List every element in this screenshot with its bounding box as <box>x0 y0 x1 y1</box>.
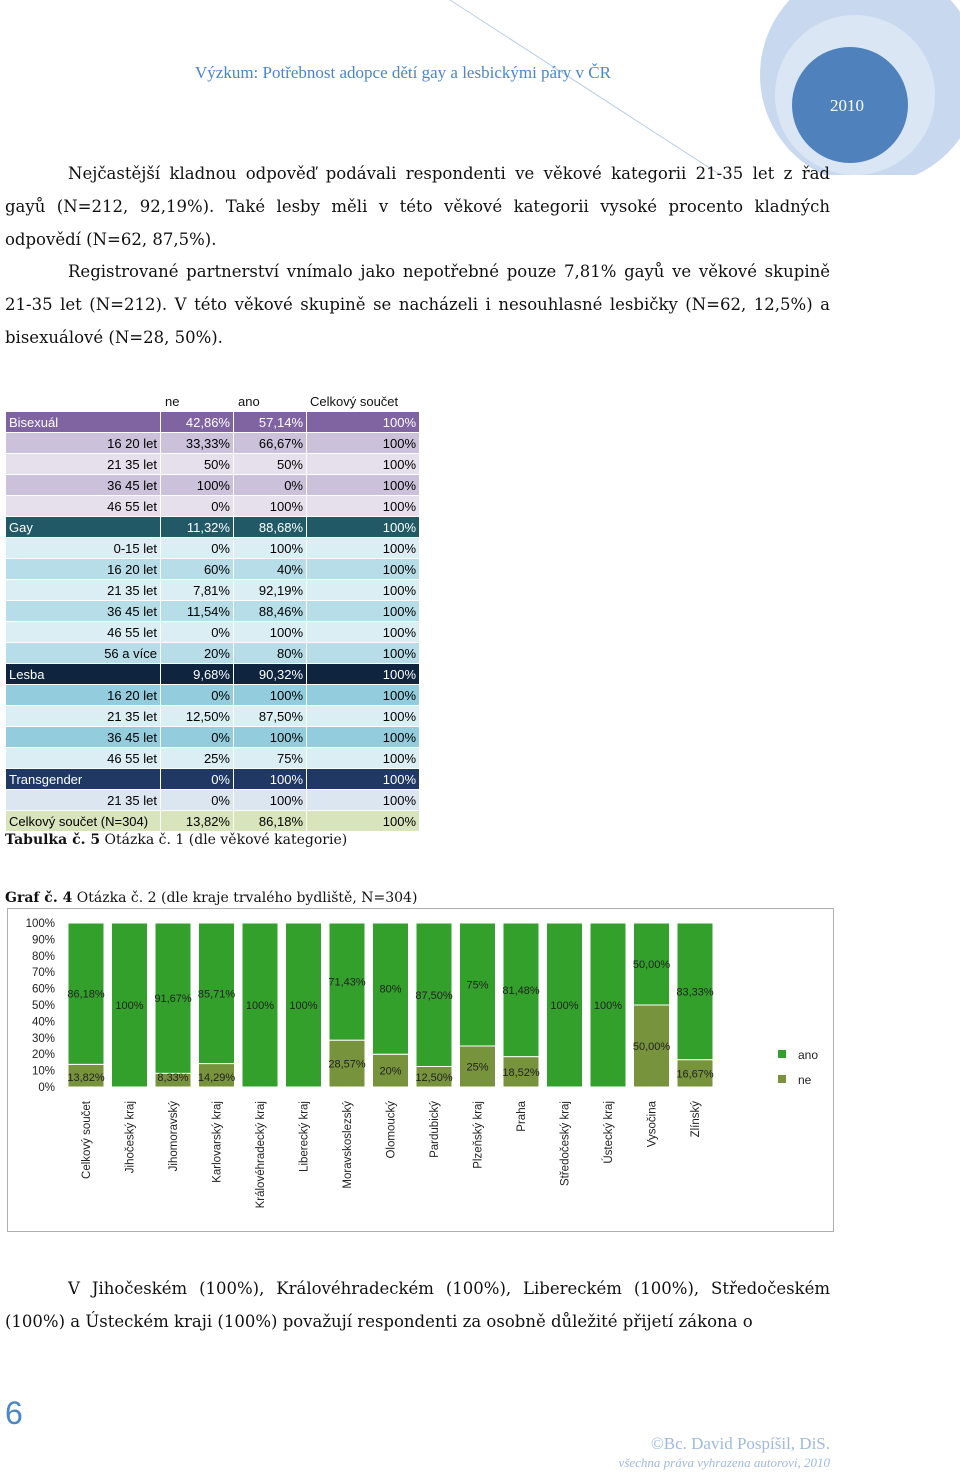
data-label-ne: 28,57% <box>328 1058 366 1071</box>
table-row <box>6 517 420 538</box>
table-cell-total: 100% <box>307 622 420 643</box>
table-cell-label: Gay <box>6 517 161 538</box>
table-cell-label: 36 45 let <box>6 727 161 748</box>
data-label-ano: 87,50% <box>415 989 453 1002</box>
page-number: 6 <box>5 1395 23 1431</box>
table-cell-ne: 11,54% <box>160 601 233 622</box>
x-category-label: Středočeský kraj <box>559 1101 572 1187</box>
table-row <box>6 685 420 706</box>
table-cell-ne: 25% <box>160 748 233 769</box>
footer-author: ©Bc. David Pospíšil, DiS. <box>650 1434 830 1453</box>
table-cell-total: 100% <box>307 454 420 475</box>
header-decoration <box>0 0 960 175</box>
table-row <box>6 622 420 643</box>
table-cell-total: 100% <box>307 790 420 811</box>
table-cell-ano: 100% <box>233 790 306 811</box>
results-table <box>5 390 420 832</box>
x-category-label: Plzeňský kraj <box>472 1101 485 1169</box>
x-category-label: Zlínský <box>690 1101 702 1138</box>
table-cell-ne: 0% <box>160 790 233 811</box>
data-label-ano: 100% <box>289 1000 318 1012</box>
table-cell-ne: 42,86% <box>160 412 233 433</box>
table-cell-ne: 9,68% <box>160 664 233 685</box>
table-caption-text: Otázka č. 1 (dle věkové kategorie) <box>100 832 348 848</box>
table-cell-ano: 57,14% <box>233 412 306 433</box>
table-cell-total: 100% <box>307 643 420 664</box>
data-label-ne: 8,33% <box>157 1072 189 1084</box>
table-row <box>6 475 420 496</box>
table-cell-ano: 66,67% <box>233 433 306 454</box>
paragraph-3-text: V Jihočeském (100%), Královéhradeckém (100%), Libereckém (100%), Středočeském (100%) a Ústeckém kraji (100%) považují respondenti za osobně důležité přijetí zákona o <box>5 1279 830 1331</box>
table-cell-ne: 100% <box>160 475 233 496</box>
y-tick-label: 0% <box>38 1082 55 1094</box>
table-cell-label: 46 55 let <box>6 622 161 643</box>
table-cell-total: 100% <box>307 727 420 748</box>
table-cell-ano: 92,19% <box>233 580 306 601</box>
data-label-ano: 86,18% <box>67 988 105 1001</box>
y-tick-label: 20% <box>31 1049 55 1062</box>
table-row <box>6 769 420 790</box>
x-category-label: Královéhradecký kraj <box>255 1101 267 1209</box>
y-tick-label: 70% <box>31 967 55 980</box>
table-cell-ano: 50% <box>233 454 306 475</box>
table-cell-ne: 0% <box>160 685 233 706</box>
graph-caption-text: Otázka č. 2 (dle kraje trvalého bydliště, N=304) <box>72 890 418 906</box>
table-row <box>6 412 420 433</box>
data-label-ano: 100% <box>550 1000 579 1012</box>
x-category-label: Celkový součet <box>81 1101 93 1179</box>
table-cell-label: 0-15 let <box>6 538 161 559</box>
table-cell-total: 100% <box>307 517 420 538</box>
x-category-label: Moravskoslezský <box>342 1101 354 1189</box>
paragraph-1 <box>5 157 830 256</box>
table-cell-ne: 11,32% <box>160 517 233 538</box>
table-cell-label: 36 45 let <box>6 475 161 496</box>
table-row <box>6 664 420 685</box>
table-row <box>6 643 420 664</box>
table-header-cell: ne <box>160 391 233 412</box>
table-row <box>6 433 420 454</box>
table-cell-ano: 100% <box>233 622 306 643</box>
table-cell-ne: 13,82% <box>160 811 233 832</box>
data-label-ano: 80% <box>379 983 402 996</box>
table-cell-ano: 75% <box>233 748 306 769</box>
table-row <box>6 538 420 559</box>
table-cell-ano: 0% <box>233 475 306 496</box>
table-cell-ano: 40% <box>233 559 306 580</box>
table-cell-ne: 0% <box>160 769 233 790</box>
table-cell-ne: 0% <box>160 622 233 643</box>
table-row <box>6 790 420 811</box>
table-cell-ne: 33,33% <box>160 433 233 454</box>
table-cell-total: 100% <box>307 433 420 454</box>
table-cell-total: 100% <box>307 769 420 790</box>
table-cell-ano: 100% <box>233 538 306 559</box>
x-category-label: Jihomoravský <box>168 1101 180 1172</box>
table-cell-ne: 20% <box>160 643 233 664</box>
table-cell-label: Lesba <box>6 664 161 685</box>
table-cell-total: 100% <box>307 580 420 601</box>
table-row <box>6 559 420 580</box>
table-cell-ano: 100% <box>233 496 306 517</box>
table-row <box>6 811 420 832</box>
y-tick-label: 60% <box>31 983 55 996</box>
table-row <box>6 496 420 517</box>
x-category-label: Olomoucký <box>385 1101 398 1159</box>
data-label-ano: 100% <box>245 1000 275 1012</box>
data-label-ne: 50,00% <box>632 1041 671 1053</box>
table-row <box>6 706 420 727</box>
table-cell-ano: 80% <box>233 643 306 664</box>
legend-label: ano <box>798 1048 819 1062</box>
x-category-label: Vysočina <box>646 1101 659 1148</box>
table-row <box>6 748 420 769</box>
data-label-ano: 71,43% <box>328 976 366 989</box>
chart-frame <box>7 908 834 1232</box>
table-cell-label: Transgender <box>6 769 161 790</box>
table-cell-ne: 7,81% <box>160 580 233 601</box>
table-cell-label: 46 55 let <box>6 496 161 517</box>
paragraph-2-text: Registrované partnerství vnímalo jako nepotřebné pouze 7,81% gayů ve věkové skupině 21-35 let (N=212). V této věkové skupině se nacházeli i nesouhlasné lesbičky (N=62, 12,5%) a bisexuálové (N=28, 50%). <box>5 262 830 347</box>
table-caption-label: Tabulka č. 5 <box>5 832 101 848</box>
data-label-ne: 18,52% <box>502 1066 540 1079</box>
table-cell-label: 21 35 let <box>6 454 161 475</box>
table-cell-ne: 12,50% <box>160 706 233 727</box>
table-cell-total: 100% <box>307 475 420 496</box>
table-cell-label: Celkový součet (N=304) <box>6 811 161 832</box>
table-cell-ne: 0% <box>160 538 233 559</box>
table-cell-total: 100% <box>307 706 420 727</box>
graph-caption-label: Graf č. 4 <box>5 890 73 906</box>
table-cell-total: 100% <box>307 559 420 580</box>
footer-rights: všechna práva vyhrazena autorovi, 2010 <box>618 1455 830 1470</box>
table-cell-ano: 100% <box>233 727 306 748</box>
table-cell-ne: 0% <box>160 496 233 517</box>
legend-label: ne <box>798 1073 812 1087</box>
legend-swatch <box>778 1050 786 1058</box>
y-tick-label: 90% <box>31 934 55 947</box>
data-label-ne: 20% <box>379 1065 402 1078</box>
paragraph-2 <box>5 255 830 354</box>
data-label-ano: 75% <box>466 979 489 992</box>
table-cell-label: 16 20 let <box>6 559 161 580</box>
data-label-ano: 81,48% <box>502 984 540 997</box>
table-cell-total: 100% <box>307 538 420 559</box>
y-tick-label: 100% <box>25 918 55 930</box>
x-category-label: Jihočeský kraj <box>124 1101 137 1174</box>
table-caption <box>5 832 347 848</box>
y-tick-label: 50% <box>31 1000 55 1012</box>
table-cell-ano: 100% <box>233 685 306 706</box>
table-cell-ano: 88,46% <box>233 601 306 622</box>
table-cell-ano: 100% <box>233 769 306 790</box>
table-row <box>6 454 420 475</box>
table-cell-total: 100% <box>307 748 420 769</box>
table-cell-total: 100% <box>307 811 420 832</box>
data-label-ne: 16,67% <box>676 1068 714 1081</box>
table-header-cell: Celkový součet <box>307 391 420 412</box>
x-category-label: Karlovarský kraj <box>211 1101 224 1183</box>
data-label-ano: 100% <box>593 1000 623 1012</box>
table-row <box>6 727 420 748</box>
x-category-label: Ústecký kraj <box>603 1101 615 1164</box>
y-tick-label: 40% <box>31 1016 55 1029</box>
table-row <box>6 601 420 622</box>
paragraph-1-text: Nejčastější kladnou odpověď podávali respondenti ve věkové kategorii 21-35 let z řad gayů (N=212, 92,19%). Také lesby měli v této věkové kategorii vysoké procento kladných odpovědí (N=62, 87,5%). <box>5 164 830 249</box>
table-cell-ano: 88,68% <box>233 517 306 538</box>
table-cell-total: 100% <box>307 496 420 517</box>
table-cell-label: 21 35 let <box>6 790 161 811</box>
paragraph-3 <box>5 1272 830 1338</box>
table-cell-ano: 90,32% <box>233 664 306 685</box>
table-cell-ne: 0% <box>160 727 233 748</box>
table-cell-label: 16 20 let <box>6 685 161 706</box>
table-cell-label: 36 45 let <box>6 601 161 622</box>
table-cell-ano: 86,18% <box>233 811 306 832</box>
header-title: Výzkum: Potřebnost adopce dětí gay a lesbickými páry v ČR <box>195 63 611 82</box>
data-label-ano: 91,67% <box>154 993 192 1006</box>
table-cell-label: 21 35 let <box>6 706 161 727</box>
legend-swatch <box>778 1075 786 1083</box>
header-year: 2010 <box>830 96 864 115</box>
graph-caption <box>5 890 417 906</box>
data-label-ne: 14,29% <box>197 1072 236 1084</box>
table-cell-total: 100% <box>307 601 420 622</box>
x-category-label: Pardubický <box>429 1101 441 1158</box>
data-label-ano: 83,33% <box>676 986 714 999</box>
table-header-cell: ano <box>233 391 306 412</box>
data-label-ne: 12,50% <box>415 1072 453 1084</box>
data-label-ano: 50,00% <box>632 959 671 971</box>
data-label-ne: 25% <box>466 1061 489 1074</box>
data-label-ne: 13,82% <box>67 1072 105 1084</box>
table-cell-label: 16 20 let <box>6 433 161 454</box>
x-category-label: Liberecký kraj <box>298 1101 311 1172</box>
table-cell-total: 100% <box>307 685 420 706</box>
table-header-cell <box>6 391 161 412</box>
stacked-bar-chart <box>8 909 833 1231</box>
table-cell-label: 56 a více <box>6 643 161 664</box>
table-cell-total: 100% <box>307 664 420 685</box>
y-tick-label: 10% <box>31 1065 55 1078</box>
table-cell-ne: 50% <box>160 454 233 475</box>
table-header-row <box>6 391 420 412</box>
table-row <box>6 580 420 601</box>
y-tick-label: 30% <box>31 1032 55 1045</box>
y-tick-label: 80% <box>31 950 55 963</box>
table-cell-label: Bisexuál <box>6 412 161 433</box>
table-cell-total: 100% <box>307 412 420 433</box>
table-cell-label: 21 35 let <box>6 580 161 601</box>
data-label-ano: 100% <box>115 1000 144 1012</box>
data-label-ano: 85,71% <box>197 988 236 1001</box>
table-cell-ano: 87,50% <box>233 706 306 727</box>
x-category-label: Praha <box>516 1101 528 1132</box>
table-cell-ne: 60% <box>160 559 233 580</box>
table-cell-label: 46 55 let <box>6 748 161 769</box>
